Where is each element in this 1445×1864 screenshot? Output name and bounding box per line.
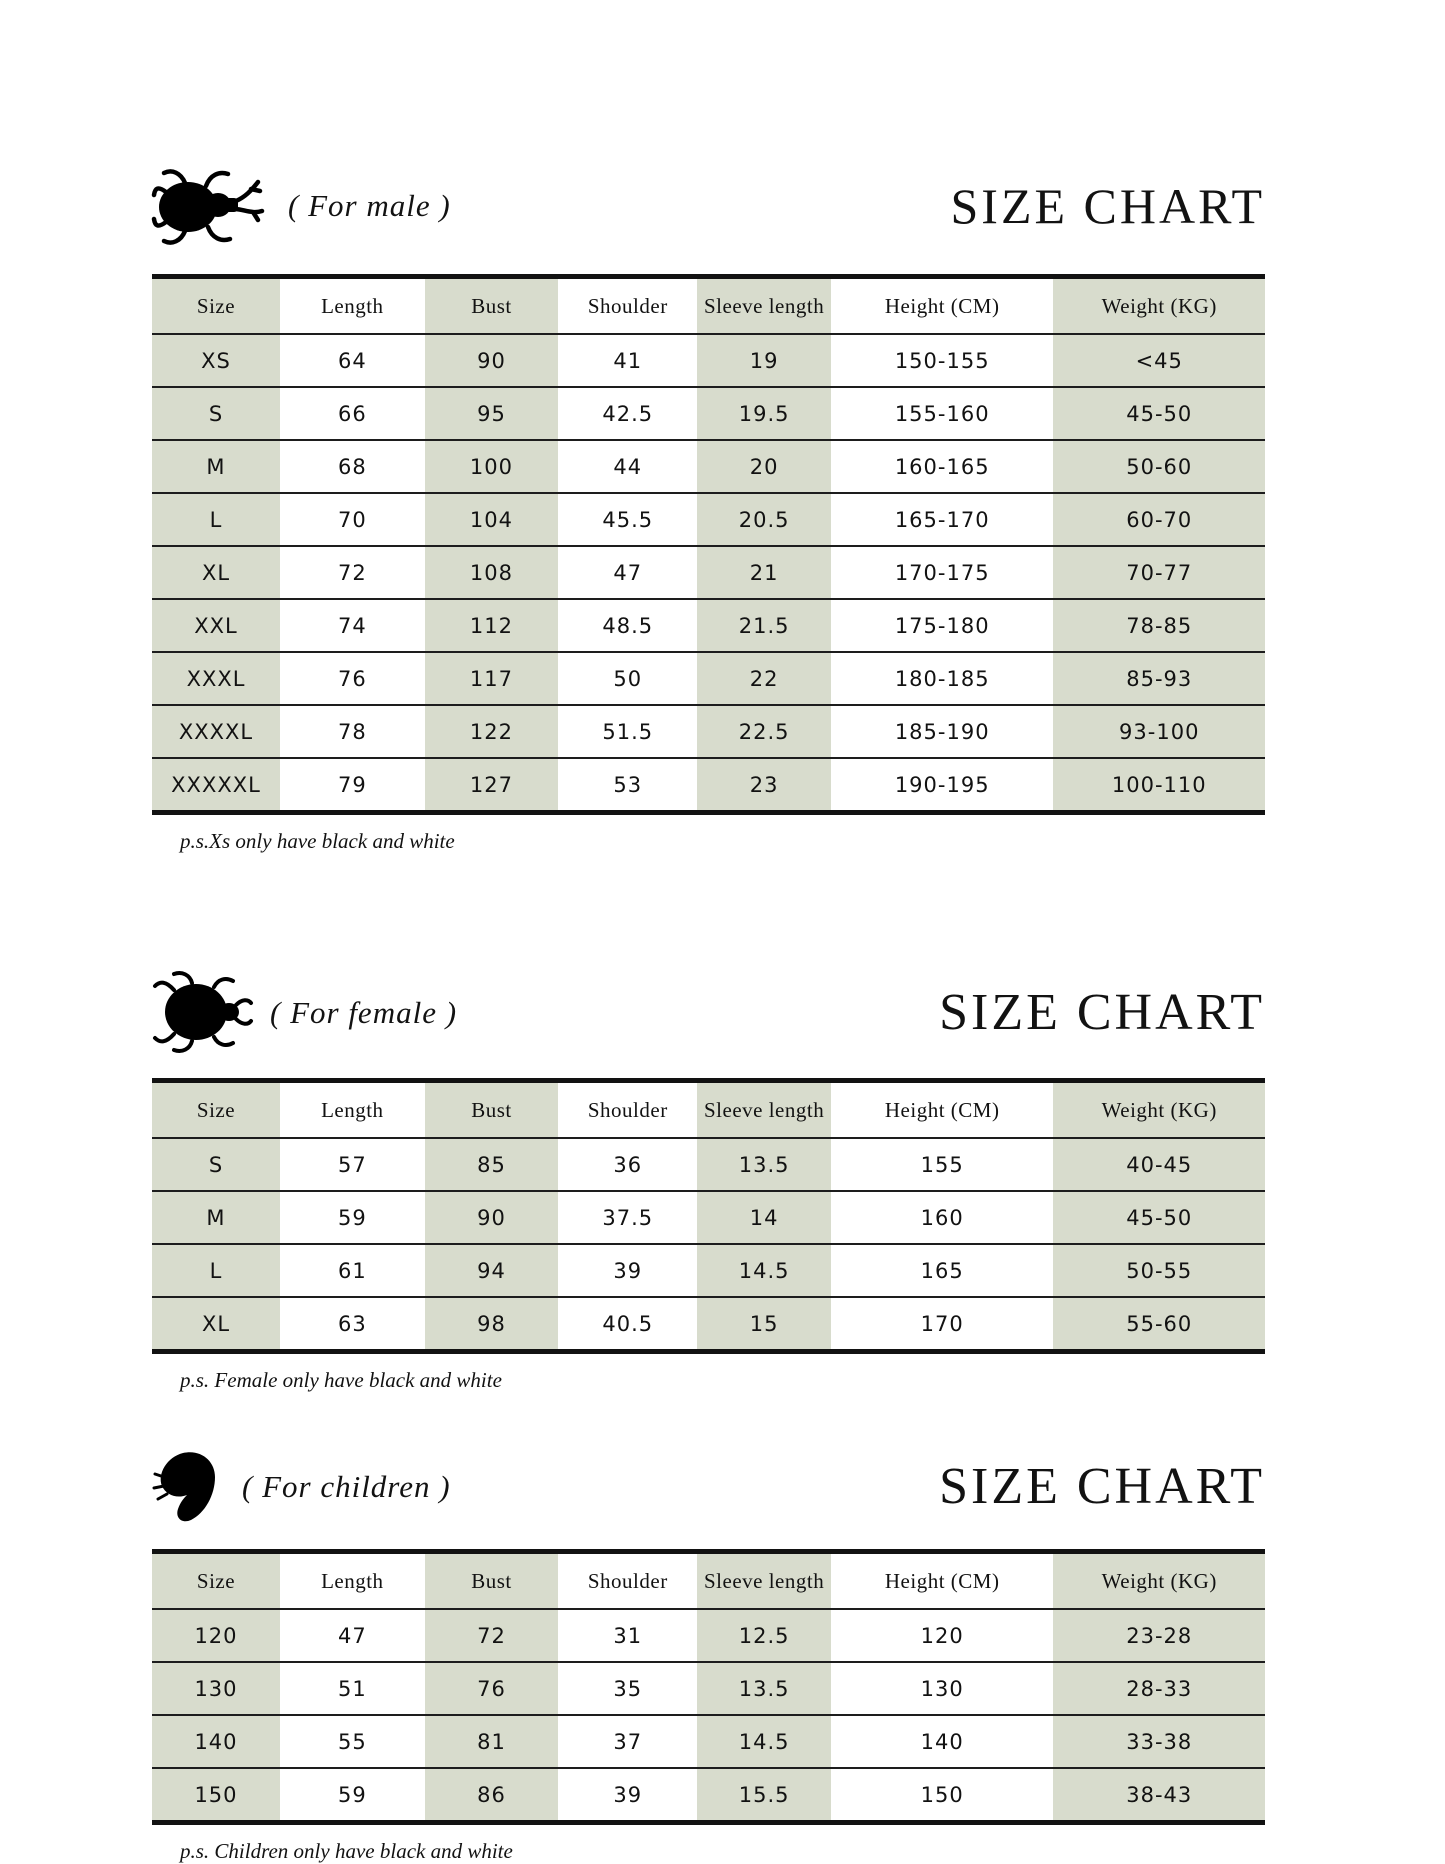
table-cell: 41 — [558, 334, 697, 387]
table-cell: 47 — [280, 1609, 425, 1662]
column-header-length: Length — [321, 1097, 384, 1122]
table-cell: 79 — [280, 758, 425, 813]
table-cell: 85 — [425, 1138, 559, 1191]
column-header-shoulder: Shoulder — [587, 293, 668, 318]
table-cell: 21 — [697, 546, 831, 599]
table-cell: 53 — [558, 758, 697, 813]
table-cell: 31 — [558, 1609, 697, 1662]
table-cell: 94 — [425, 1244, 559, 1297]
audience-label-male: ( For male ) — [288, 188, 451, 223]
table-cell: 150-155 — [831, 334, 1054, 387]
table-cell: 122 — [425, 705, 559, 758]
column-header-length: Length — [321, 1568, 384, 1593]
table-cell: 44 — [558, 440, 697, 493]
column-header-height-cm: Height (CM) — [884, 1097, 1000, 1122]
table-cell: 47 — [558, 546, 697, 599]
table-cell: 19 — [697, 334, 831, 387]
table-cell: 170-175 — [831, 546, 1054, 599]
table-cell: 19.5 — [697, 387, 831, 440]
table-cell: 100 — [425, 440, 559, 493]
size-cell: XL — [152, 546, 280, 599]
table-cell: 14 — [697, 1191, 831, 1244]
size-cell: XXXL — [152, 652, 280, 705]
column-header-size: Size — [152, 1081, 280, 1139]
header-row — [152, 1081, 1265, 1139]
size-cell: M — [152, 440, 280, 493]
table-cell: 60-70 — [1053, 493, 1265, 546]
table-row — [152, 1715, 1265, 1768]
table-cell: 21.5 — [697, 599, 831, 652]
audience-label-female: ( For female ) — [270, 995, 458, 1030]
size-chart-title: SIZE CHART — [939, 1458, 1265, 1515]
table-cell: 180-185 — [831, 652, 1054, 705]
table-cell: 51 — [280, 1662, 425, 1715]
table-cell: 120 — [831, 1609, 1054, 1662]
column-header-shoulder: Shoulder — [587, 1097, 668, 1122]
size-cell: L — [152, 1244, 280, 1297]
table-cell: 74 — [280, 599, 425, 652]
table-cell: 55-60 — [1053, 1297, 1265, 1352]
size-cell: 130 — [152, 1662, 280, 1715]
table-cell: 42.5 — [558, 387, 697, 440]
table-row — [152, 387, 1265, 440]
size-cell: L — [152, 493, 280, 546]
size-table-female — [152, 1078, 1265, 1354]
table-cell: 64 — [280, 334, 425, 387]
table-cell: 22.5 — [697, 705, 831, 758]
table-cell: 55 — [280, 1715, 425, 1768]
header-row — [152, 1552, 1265, 1610]
table-cell: 72 — [425, 1609, 559, 1662]
table-cell: 70-77 — [1053, 546, 1265, 599]
table-cell: 72 — [280, 546, 425, 599]
table-cell: 57 — [280, 1138, 425, 1191]
table-cell: 85-93 — [1053, 652, 1265, 705]
table-cell: 70 — [280, 493, 425, 546]
table-cell: 127 — [425, 758, 559, 813]
table-cell: 14.5 — [697, 1244, 831, 1297]
size-cell: XXXXL — [152, 705, 280, 758]
table-cell: 130 — [831, 1662, 1054, 1715]
larva-icon — [152, 1447, 224, 1527]
table-cell: 63 — [280, 1297, 425, 1352]
size-cell: XL — [152, 1297, 280, 1352]
table-cell: 33-38 — [1053, 1715, 1265, 1768]
column-header-sleeve-length: Sleeve length — [697, 1552, 831, 1610]
table-row — [152, 1138, 1265, 1191]
size-cell: XXL — [152, 599, 280, 652]
table-cell: 100-110 — [1053, 758, 1265, 813]
section-male — [152, 160, 1265, 854]
table-row — [152, 1244, 1265, 1297]
table-cell: 37 — [558, 1715, 697, 1768]
table-cell: 39 — [558, 1244, 697, 1297]
table-cell: 165-170 — [831, 493, 1054, 546]
table-cell: 13.5 — [697, 1662, 831, 1715]
table-cell: 50 — [558, 652, 697, 705]
audience-label-children: ( For children ) — [242, 1469, 451, 1504]
table-row — [152, 1191, 1265, 1244]
table-cell: 160 — [831, 1191, 1054, 1244]
column-header-height-cm: Height (CM) — [884, 1568, 1000, 1593]
table-cell: 15 — [697, 1297, 831, 1352]
table-cell: 175-180 — [831, 599, 1054, 652]
table-cell: <45 — [1053, 334, 1265, 387]
table-row — [152, 1297, 1265, 1352]
table-cell: 59 — [280, 1768, 425, 1823]
stag-beetle-icon — [152, 160, 270, 252]
column-header-sleeve-length: Sleeve length — [697, 277, 831, 335]
table-row — [152, 440, 1265, 493]
size-cell: M — [152, 1191, 280, 1244]
size-cell: XXXXXL — [152, 758, 280, 813]
table-row — [152, 1662, 1265, 1715]
table-cell: 90 — [425, 1191, 559, 1244]
section-header — [152, 970, 1265, 1056]
column-header-size: Size — [152, 1552, 280, 1610]
table-cell: 40.5 — [558, 1297, 697, 1352]
table-cell: 15.5 — [697, 1768, 831, 1823]
table-row — [152, 546, 1265, 599]
table-note-children: p.s. Children only have black and white — [180, 1839, 513, 1863]
table-cell: 160-165 — [831, 440, 1054, 493]
table-row — [152, 599, 1265, 652]
table-row — [152, 1609, 1265, 1662]
column-header-weight-kg: Weight (KG) — [1053, 1081, 1265, 1139]
table-cell: 28-33 — [1053, 1662, 1265, 1715]
table-cell: 78-85 — [1053, 599, 1265, 652]
table-cell: 86 — [425, 1768, 559, 1823]
table-cell: 93-100 — [1053, 705, 1265, 758]
table-cell: 50-60 — [1053, 440, 1265, 493]
table-cell: 51.5 — [558, 705, 697, 758]
table-cell: 59 — [280, 1191, 425, 1244]
table-cell: 45.5 — [558, 493, 697, 546]
section-header — [152, 1447, 1265, 1527]
table-cell: 39 — [558, 1768, 697, 1823]
table-cell: 78 — [280, 705, 425, 758]
column-header-bust: Bust — [425, 277, 559, 335]
size-cell: 150 — [152, 1768, 280, 1823]
table-cell: 45-50 — [1053, 387, 1265, 440]
table-cell: 35 — [558, 1662, 697, 1715]
table-cell: 45-50 — [1053, 1191, 1265, 1244]
size-cell: XS — [152, 334, 280, 387]
table-cell: 104 — [425, 493, 559, 546]
table-cell: 98 — [425, 1297, 559, 1352]
size-table-children — [152, 1549, 1265, 1825]
table-cell: 48.5 — [558, 599, 697, 652]
table-cell: 23 — [697, 758, 831, 813]
table-row — [152, 493, 1265, 546]
table-cell: 190-195 — [831, 758, 1054, 813]
size-cell: 120 — [152, 1609, 280, 1662]
column-header-height-cm: Height (CM) — [884, 293, 1000, 318]
column-header-length: Length — [321, 293, 384, 318]
table-row — [152, 705, 1265, 758]
table-cell: 90 — [425, 334, 559, 387]
table-cell: 108 — [425, 546, 559, 599]
table-cell: 155-160 — [831, 387, 1054, 440]
table-cell: 170 — [831, 1297, 1054, 1352]
table-cell: 13.5 — [697, 1138, 831, 1191]
table-cell: 76 — [425, 1662, 559, 1715]
section-female — [152, 970, 1265, 1393]
table-cell: 117 — [425, 652, 559, 705]
size-chart-title: SIZE CHART — [939, 984, 1265, 1041]
table-cell: 66 — [280, 387, 425, 440]
size-cell: S — [152, 387, 280, 440]
column-header-sleeve-length: Sleeve length — [697, 1081, 831, 1139]
table-row — [152, 1768, 1265, 1823]
header-row — [152, 277, 1265, 335]
table-row — [152, 334, 1265, 387]
size-cell: 140 — [152, 1715, 280, 1768]
column-header-size: Size — [152, 277, 280, 335]
table-row — [152, 652, 1265, 705]
table-cell: 61 — [280, 1244, 425, 1297]
table-note-male: p.s.Xs only have black and white — [180, 829, 455, 853]
size-table-male — [152, 274, 1265, 815]
table-cell: 20 — [697, 440, 831, 493]
table-cell: 95 — [425, 387, 559, 440]
table-cell: 50-55 — [1053, 1244, 1265, 1297]
table-cell: 38-43 — [1053, 1768, 1265, 1823]
section-children — [152, 1447, 1265, 1864]
column-header-shoulder: Shoulder — [587, 1568, 668, 1593]
table-note-female: p.s. Female only have black and white — [180, 1368, 502, 1392]
table-cell: 68 — [280, 440, 425, 493]
table-cell: 140 — [831, 1715, 1054, 1768]
table-cell: 37.5 — [558, 1191, 697, 1244]
section-header — [152, 160, 1265, 252]
column-header-weight-kg: Weight (KG) — [1053, 277, 1265, 335]
table-cell: 40-45 — [1053, 1138, 1265, 1191]
table-cell: 155 — [831, 1138, 1054, 1191]
table-cell: 12.5 — [697, 1609, 831, 1662]
table-cell: 36 — [558, 1138, 697, 1191]
column-header-weight-kg: Weight (KG) — [1053, 1552, 1265, 1610]
table-cell: 165 — [831, 1244, 1054, 1297]
table-cell: 112 — [425, 599, 559, 652]
table-cell: 23-28 — [1053, 1609, 1265, 1662]
table-cell: 81 — [425, 1715, 559, 1768]
column-header-bust: Bust — [425, 1081, 559, 1139]
table-cell: 150 — [831, 1768, 1054, 1823]
table-cell: 185-190 — [831, 705, 1054, 758]
size-cell: S — [152, 1138, 280, 1191]
table-cell: 20.5 — [697, 493, 831, 546]
table-cell: 14.5 — [697, 1715, 831, 1768]
beetle-icon — [152, 970, 252, 1056]
table-cell: 22 — [697, 652, 831, 705]
size-chart-title: SIZE CHART — [950, 178, 1265, 234]
table-cell: 76 — [280, 652, 425, 705]
column-header-bust: Bust — [425, 1552, 559, 1610]
table-row — [152, 758, 1265, 813]
